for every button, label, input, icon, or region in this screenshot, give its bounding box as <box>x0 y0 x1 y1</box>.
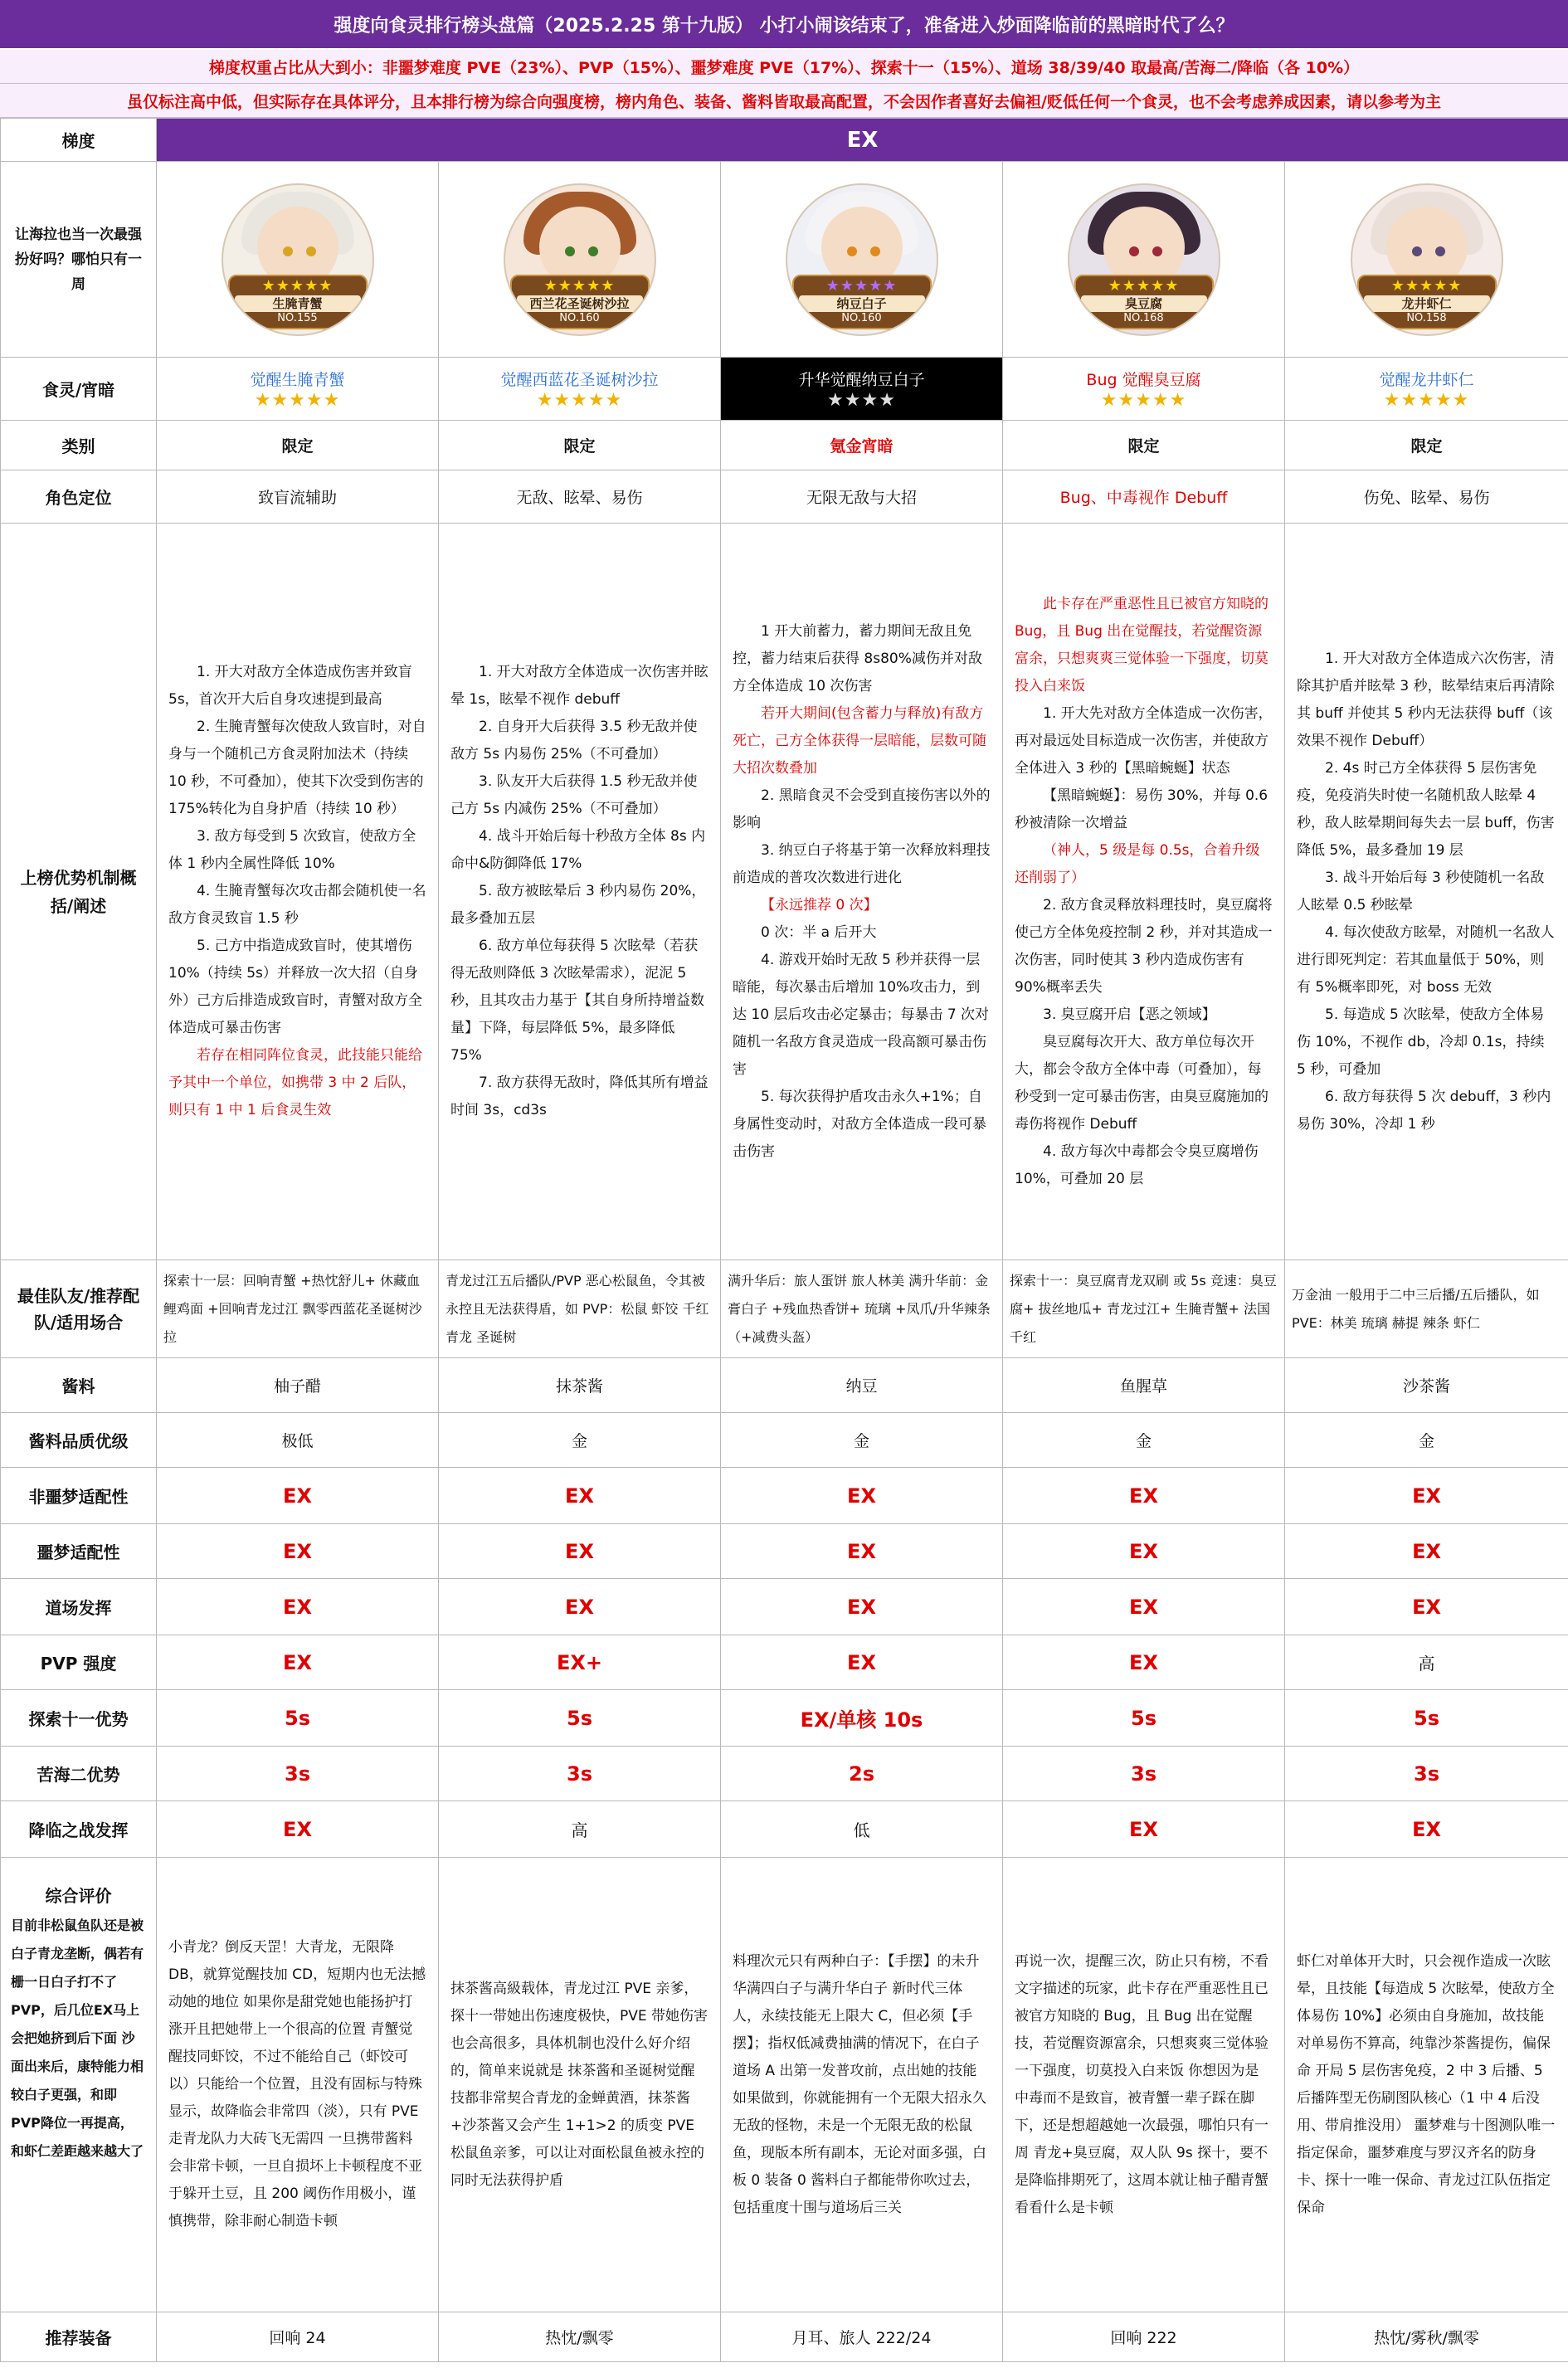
mechanic-line: 6. 敌方每获得 5 次 debuff，3 秒内易伤 30%，冷却 1 秒 <box>1297 1088 1551 1133</box>
mechanic-line: 此卡存在严重恶性且已被官方知晓的 Bug，且 Bug 出在觉醒技，若觉醒资源富余，只想爽爽三觉体验一下强度，切莫投入白来饭 <box>1015 595 1269 694</box>
descend-value: EX <box>1003 1801 1285 1858</box>
avatar-plaque <box>1074 275 1214 329</box>
disclaimer-note: 虽仅标注高中低，但实际存在具体评分，且本排行榜为综合向强度榜，榜内角色、装备、酱料皆取最高配置，不会因作者喜好去偏袒/贬低任何一个食灵，也不会考虑养成因素，请以参考为主 <box>0 84 1568 118</box>
category-value: 限定 <box>1003 421 1285 470</box>
overall-note: 目前非松鼠鱼队还是被白子青龙垄断，偶若有栅一日白子打不了PVP，后几位EX马上会把她挤到后下面 沙面出来后，康特能力相较白子更强，和即PVP降位一再提高，和虾仁差距越来越大了 <box>11 1917 144 2159</box>
sea-value: 3s <box>1285 1747 1568 1801</box>
mechanic-line: 2. 敌方食灵释放料理技时，臭豆腐将使己方全体免疫控制 2 秒，并对其造成一次伤害，同时使其 3 秒内造成伤害有 90%概率丢失 <box>1015 896 1273 996</box>
equip-value: 回响 222 <box>1003 2312 1285 2362</box>
mechanic-line: 1. 开大对敌方全体造成六次伤害，清除其护盾并眩晕 3 秒，眩晕结束后再清除其 buff 并使其 5 秒内无法获得 buff（该效果不视作 Debuff） <box>1297 650 1555 749</box>
team-value: 青龙过江五后播队/PVP 恶心松鼠鱼，令其被永控且无法获得盾，如 PVP：松鼠 虾饺 千红 青龙 圣诞树 <box>439 1260 721 1358</box>
mechanic-line: 【永远推荐 0 次】 <box>761 896 878 914</box>
tier-ex-header: EX <box>157 119 1568 162</box>
mechanic-cell <box>157 524 439 1260</box>
descend-value: EX <box>1285 1801 1568 1858</box>
team-value: 探索十一层：回响青蟹 +热忱舒儿+ 休藏血鲤鸡面 +回响青龙过江 飘零西蓝花圣诞树沙拉 <box>157 1260 439 1358</box>
explore-value: 5s <box>439 1690 721 1747</box>
avatar-plaque <box>510 275 650 329</box>
non-nightmare-value: EX <box>721 1468 1003 1524</box>
avatar-number: NO.155 <box>277 311 318 324</box>
explore-value: 5s <box>1003 1690 1285 1747</box>
overall-cell <box>1285 1858 1568 2312</box>
descend-value: 低 <box>721 1801 1003 1858</box>
nightmare-value: EX <box>1285 1524 1568 1579</box>
avatar-name: 臭豆腐 <box>1081 295 1207 312</box>
descend-value: 高 <box>439 1801 721 1858</box>
avatar-name: 西兰花圣诞树沙拉 <box>517 295 643 312</box>
mechanic-line: 1 开大前蓄力，蓄力期间无敌且免控，蓄力结束后获得 8s80%减伤并对敌方全体造成 10 次伤害 <box>733 622 982 694</box>
sauce-grade-value: 金 <box>439 1413 721 1468</box>
equip-value: 热忱/雾秋/飘零 <box>1285 2312 1568 2362</box>
mechanic-line: （神人，5 级是每 0.5s，合着升级还削弱了） <box>1015 841 1260 886</box>
category-value: 限定 <box>157 421 439 470</box>
food-cell <box>1003 358 1285 421</box>
mechanic-line: 6. 敌方单位每获得 5 次眩晕（若获得无敌则降低 3 次眩晕需求），泥泥 5 秒，且其攻击力基于【其自身所持增益数量】下降，每层降低 5%，最多降低 75% <box>450 938 704 1064</box>
mechanic-line: 4. 游戏开始时无敌 5 秒并获得一层暗能，每次暴击后增加 10%攻击力，到达 10 层后攻击必定暴击；每暴击 7 次对随机一名敌方食灵造成一段高额可暴击伤害 <box>733 951 990 1078</box>
non-nightmare-label: 非噩梦适配性 <box>1 1468 157 1524</box>
dojo-label: 道场发挥 <box>1 1579 157 1635</box>
mechanic-line: 4. 敌方每次中毒都会令臭豆腐增伤 10%，可叠加 20 层 <box>1015 1143 1259 1187</box>
overall-label-cell <box>1 1858 157 2312</box>
mechanic-line: 3. 纳豆白子将基于第一次释放料理技前造成的普攻次数进行进化 <box>733 841 991 886</box>
mechanic-line: 2. 4s 时己方全体获得 5 层伤害免疫，免疫消失时使一名随机敌人眩晕 4 秒，敌人眩晕期间每失去一层 buff，伤害降低 5%，最多叠加 19 层 <box>1297 759 1555 859</box>
non-nightmare-value: EX <box>157 1468 439 1524</box>
character-avatar-cell <box>721 162 1003 358</box>
intro-note: 让海拉也当一次最强扮好吗？哪怕只有一周 <box>1 162 157 358</box>
explore-label: 探索十一优势 <box>1 1690 157 1747</box>
mechanic-cell <box>1003 524 1285 1260</box>
mechanic-line: 4. 生腌青蟹每次攻击都会随机使一名敌方食灵致盲 1.5 秒 <box>168 883 426 927</box>
category-value: 氪金宵暗 <box>721 421 1003 470</box>
mechanic-line: 5. 每次获得护盾攻击永久+1%；自身属性变动时，对敌方全体造成一段可暴击伤害 <box>733 1088 986 1160</box>
dojo-value: EX <box>1285 1579 1568 1635</box>
food-stars: ★★★★★ <box>254 389 341 411</box>
tier-label: 梯度 <box>1 119 157 162</box>
food-cell <box>157 358 439 421</box>
explore-value: 5s <box>157 1690 439 1747</box>
category-value: 限定 <box>439 421 721 470</box>
mechanic-cell <box>1285 524 1568 1260</box>
sauce-grade-label: 酱料品质优级 <box>1 1413 157 1468</box>
nightmare-label: 噩梦适配性 <box>1 1524 157 1579</box>
sauce-value: 纳豆 <box>721 1358 1003 1413</box>
page-title: 强度向食灵排行榜头盘篇（2025.2.25 第十九版） 小打小闹该结束了，准备进入炒面降临前的黑暗时代了么？ <box>0 0 1568 50</box>
mechanic-line: 2. 黑暗食灵不会受到直接伤害以外的影响 <box>733 787 991 831</box>
sauce-value: 鱼腥草 <box>1003 1358 1285 1413</box>
avatar-stars: ★★★★★ <box>825 276 898 295</box>
overall-value: 料理次元只有两种白子：【手摆】的未升华满四白子与满升华白子 新时代三体人，永续技能无上限大 C，但必须【手摆】；指权低减费抽满的情况下，在白子道场 A 出第一发普攻前，点出她的技能 如果做到，你就能拥有一个无限大招永久无敌的怪物，未是一个无限无敌的松鼠鱼，现版本所有副本，无论对面多强，白板 0 装备 0 酱料白子都能带你吹过去，包括重度十围与道场后三关 <box>733 1952 986 2216</box>
dojo-value: EX <box>439 1579 721 1635</box>
role-value: 伤免、眩晕、易伤 <box>1285 470 1568 524</box>
explore-value: 5s <box>1285 1690 1568 1747</box>
dojo-value: EX <box>721 1579 1003 1635</box>
role-value: Bug、中毒视作 Debuff <box>1003 470 1285 524</box>
avatar-plaque <box>228 275 368 329</box>
mechanic-line: 若存在相同阵位食灵，此技能只能给予其中一个单位，如携带 3 中 2 后队，则只有 1 中 1 后食灵生效 <box>168 1047 422 1118</box>
mechanic-cell <box>439 524 721 1260</box>
nightmare-value: EX <box>439 1524 721 1579</box>
category-value: 限定 <box>1285 421 1568 470</box>
team-value: 万金油 一般用于二中三后播/五后播队，如 PVE：林美 琉璃 赫提 辣条 虾仁 <box>1285 1260 1568 1358</box>
overall-value: 再说一次，提醒三次，防止只有榜，不看文字描述的玩家，此卡存在严重恶性且已被官方知晓的 Bug，且 Bug 出在觉醒技，若觉醒资源富余，只想爽爽三觉体验一下强度，切莫投入白来饭 你想因为是中毒而不是致盲，被青蟹一辈子踩在脚下，还是想超越她一次最强，哪怕只有一周 青龙+臭豆腐，双人队 9s 探十，要不是降临排期死了，这周本就让柚子醋青蟹看看什么是卡顿 <box>1015 1952 1269 2216</box>
character-avatar-cell <box>1285 162 1568 358</box>
avatar-plaque <box>1357 275 1497 329</box>
sauce-value: 抹茶酱 <box>439 1358 721 1413</box>
food-cell <box>439 358 721 421</box>
food-name: 升华觉醒纳豆白子 <box>798 370 925 389</box>
non-nightmare-value: EX <box>1003 1468 1285 1524</box>
avatar-name: 生腌青蟹 <box>235 295 361 312</box>
overall-cell <box>721 1858 1003 2312</box>
food-name: Bug 觉醒臭豆腐 <box>1086 370 1201 389</box>
mechanic-line: 7. 敌方获得无敌时，降低其所有增益时间 3s，cd3s <box>450 1074 709 1118</box>
sea-value: 3s <box>439 1747 721 1801</box>
avatar-plaque <box>792 275 932 329</box>
avatar-stars: ★★★★★ <box>261 276 334 295</box>
descend-value: EX <box>157 1801 439 1858</box>
food-name: 觉醒生腌青蟹 <box>250 370 345 389</box>
equip-label: 推荐装备 <box>1 2312 157 2362</box>
nightmare-value: EX <box>721 1524 1003 1579</box>
sea-label: 苦海二优势 <box>1 1747 157 1801</box>
mechanic-line: 2. 生腌青蟹每次使敌人致盲时，对自身与一个随机己方食灵附加法术（持续 10 秒，不可叠加），使其下次受到伤害的 175%转化为自身护盾（持续 10 秒） <box>168 719 426 817</box>
role-value: 无限无敌与大招 <box>721 470 1003 524</box>
mechanic-line: 5. 己方中指造成致盲时，使其增伤 10%（持续 5s）并释放一次大招（自身外）己方后排造成致盲时，青蟹对敌方全体造成可暴击伤害 <box>168 938 422 1036</box>
mechanic-line: 【黑暗蜿蜒】：易伤 30%，并每 0.6 秒被清除一次增益 <box>1015 787 1269 831</box>
sauce-value: 柚子醋 <box>157 1358 439 1413</box>
character-avatar-cell <box>439 162 721 358</box>
sauce-grade-value: 金 <box>1003 1413 1285 1468</box>
food-name: 觉醒龙井虾仁 <box>1379 370 1474 389</box>
pvp-value: EX <box>721 1635 1003 1690</box>
overall-cell <box>439 1858 721 2312</box>
mechanic-line: 1. 开大对敌方全体造成一次伤害并眩晕 1s，眩晕不视作 debuff <box>450 664 709 708</box>
overall-cell <box>1003 1858 1285 2312</box>
avatar <box>786 183 938 336</box>
pvp-label: PVP 强度 <box>1 1635 157 1690</box>
mechanic-line: 0 次：半 a 后开大 <box>761 923 877 941</box>
team-value: 满升华后：旅人蛋饼 旅人林美 满升华前：金膏白子 +残血热香饼+ 琉璃 +凤爪/升华辣条（+减费头盔） <box>721 1260 1003 1358</box>
overall-value: 虾仁对单体开大时，只会视作造成一次眩晕，且技能【每造成 5 次眩晕，使敌方全体易伤 10%】必须由自身施加，故技能对单易伤不算高，纯靠沙茶酱提伤，偏保命 开局 5 层伤害免疫，2 中 3 后播、5 后播阵型无伤刷图队核心（1 中 4 后没用、带肩推没用） 噩梦难与十图测队唯一指定保命，噩梦难度与罗汉齐名的防身卡、探十一唯一保命、青龙过江队伍指定保命 <box>1297 1952 1556 2216</box>
equip-value: 月耳、旅人 222/24 <box>721 2312 1003 2362</box>
role-label: 角色定位 <box>1 470 157 524</box>
avatar <box>1068 183 1220 336</box>
mechanic-line: 2. 自身开大后获得 3.5 秒无敌并使敌方 5s 内易伤 25%（不可叠加） <box>450 719 698 763</box>
mechanic-line: 3. 敌方每受到 5 次致盲，使敌方全体 1 秒内全属性降低 10% <box>168 828 416 872</box>
food-stars: ★★★★★ <box>536 389 623 411</box>
equip-value: 热忱/飘零 <box>439 2312 721 2362</box>
mechanic-line: 3. 战斗开始后每 3 秒使随机一名敌人眩晕 0.5 秒眩晕 <box>1297 869 1545 914</box>
food-label: 食灵/宵暗 <box>1 358 157 421</box>
overall-value: 小青龙？倒反天罡！大青龙，无限降 DB，就算觉醒技加 CD，短期内也无法撼动她的地位 如果你是甜党她也能扬护打涨开且把她带上一个很高的位置 青蟹觉醒技同虾饺，不过不能给自己（虾饺可以）只能给一个位置，且没有固标与特殊显示，故降临会非常四（淡），只有 PVE 走青龙队力大砖飞无需四 一旦携带酱料会非常卡顿，一旦自损坏上卡顿程度不亚于躲开土豆，且 200 阈伤作用极小，谨慎携带，除非耐心制造卡顿 <box>168 1939 426 2229</box>
sea-value: 3s <box>1003 1747 1285 1801</box>
mechanic-line: 臭豆腐每次开大、敌方单位每次开大，都会令敌方全体中毒（可叠加），每秒受到一定可暴击伤害，由臭豆腐施加的毒伤将视作 Debuff <box>1015 1033 1269 1133</box>
food-cell <box>1285 358 1568 421</box>
mechanic-label: 上榜优势机制概括/阐述 <box>1 524 157 1260</box>
team-label: 最佳队友/推荐配队/适用场合 <box>1 1260 157 1358</box>
avatar-stars: ★★★★★ <box>1108 276 1180 295</box>
equip-value: 回响 24 <box>157 2312 439 2362</box>
mechanic-line: 1. 开大先对敌方全体造成一次伤害，再对最远处目标造成一次伤害，并使敌方全体进入 3 秒的【黑暗蜿蜒】状态 <box>1015 704 1273 777</box>
ranking-table <box>0 118 1568 2362</box>
mechanic-line: 5. 敌方被眩晕后 3 秒内易伤 20%，最多叠加五层 <box>450 883 706 927</box>
role-value: 无敌、眩晕、易伤 <box>439 470 721 524</box>
weights-note: 梯度权重占比从大到小：非噩梦难度 PVE（23%）、PVP（15%）、噩梦难度 PVE（17%）、探索十一（15%）、道场 38/39/40 取最高/苦海二/降临（各 10%） <box>0 50 1568 84</box>
mechanic-line: 5. 每造成 5 次眩晕，使敌方全体易伤 10%，不视作 db，冷却 0.1s，持续 5 秒，可叠加 <box>1297 1006 1545 1078</box>
avatar <box>1351 183 1503 336</box>
explore-value: EX/单核 10s <box>721 1690 1003 1747</box>
dojo-value: EX <box>1003 1579 1285 1635</box>
pvp-value: EX <box>157 1635 439 1690</box>
food-stars: ★★★★★ <box>1100 389 1187 411</box>
food-cell <box>721 358 1003 421</box>
nightmare-value: EX <box>1003 1524 1285 1579</box>
avatar-name: 纳豆白子 <box>799 295 925 312</box>
avatar-stars: ★★★★★ <box>1390 276 1463 295</box>
pvp-value: EX <box>1003 1635 1285 1690</box>
sauce-grade-value: 金 <box>721 1413 1003 1468</box>
avatar-number: NO.160 <box>559 311 600 324</box>
non-nightmare-value: EX <box>1285 1468 1568 1524</box>
overall-label: 综合评价 <box>45 1886 112 1906</box>
sea-value: 2s <box>721 1747 1003 1801</box>
mechanic-line: 4. 战斗开始后每十秒敌方全体 8s 内命中&防御降低 17% <box>450 828 706 872</box>
nightmare-value: EX <box>157 1524 439 1579</box>
food-stars: ★★★★ <box>827 389 896 411</box>
non-nightmare-value: EX <box>439 1468 721 1524</box>
avatar-number: NO.168 <box>1123 311 1164 324</box>
character-avatar-cell <box>157 162 439 358</box>
avatar-name: 龙井虾仁 <box>1364 295 1490 312</box>
mechanic-line: 1. 开大对敌方全体造成伤害并致盲 5s，首次开大后自身攻速提到最高 <box>168 664 412 708</box>
category-label: 类别 <box>1 421 157 470</box>
sauce-value: 沙茶酱 <box>1285 1358 1568 1413</box>
character-avatar-cell <box>1003 162 1285 358</box>
overall-cell <box>157 1858 439 2312</box>
dojo-value: EX <box>157 1579 439 1635</box>
mechanic-line: 3. 臭豆腐开启【恶之领域】 <box>1043 1006 1216 1023</box>
avatar-number: NO.158 <box>1406 311 1447 324</box>
role-value: 致盲流辅助 <box>157 470 439 524</box>
mechanic-line: 若开大期间(包含蓄力与释放)有敌方死亡，己方全体获得一层暗能，层数可随大招次数叠加 <box>733 704 986 777</box>
mechanic-line: 3. 队友开大后获得 1.5 秒无敌并使己方 5s 内减伤 25%（不可叠加） <box>450 773 698 817</box>
food-stars: ★★★★★ <box>1383 389 1470 411</box>
sauce-grade-value: 极低 <box>157 1413 439 1468</box>
overall-value: 抹茶酱高級载体，青龙过江 PVE 亲爹，探十一带她出伤速度极快，PVE 带她伤害也会高很多，具体机制也没什么好介绍的，简单来说就是 抹茶酱和圣诞树觉醒技都非常契合青龙的金蝉黄酒，抹茶酱+沙茶酱又会产生 1+1>2 的质变 PVE 松鼠鱼亲爹，可以让对面松鼠鱼被永控的同时无法获得护盾 <box>450 1980 709 2189</box>
avatar <box>222 183 374 336</box>
mechanic-cell <box>721 524 1003 1260</box>
avatar-number: NO.160 <box>841 311 882 324</box>
mechanic-line: 4. 每次使敌方眩晕，对随机一名敌人进行即死判定：若其血量低于 50%，则有 5%概率即死，对 boss 无效 <box>1297 923 1555 996</box>
team-value: 探索十一：臭豆腐青龙双刷 或 5s 竞速：臭豆腐+ 拔丝地瓜+ 青龙过江+ 生腌青蟹+ 法国千红 <box>1003 1260 1285 1358</box>
descend-label: 降临之战发挥 <box>1 1801 157 1858</box>
sauce-label: 酱料 <box>1 1358 157 1413</box>
sauce-grade-value: 金 <box>1285 1413 1568 1468</box>
pvp-value: EX+ <box>439 1635 721 1690</box>
avatar-stars: ★★★★★ <box>543 276 616 295</box>
avatar <box>504 183 656 336</box>
food-name: 觉醒西蓝花圣诞树沙拉 <box>500 370 659 389</box>
pvp-value: 高 <box>1285 1635 1568 1690</box>
sea-value: 3s <box>157 1747 439 1801</box>
